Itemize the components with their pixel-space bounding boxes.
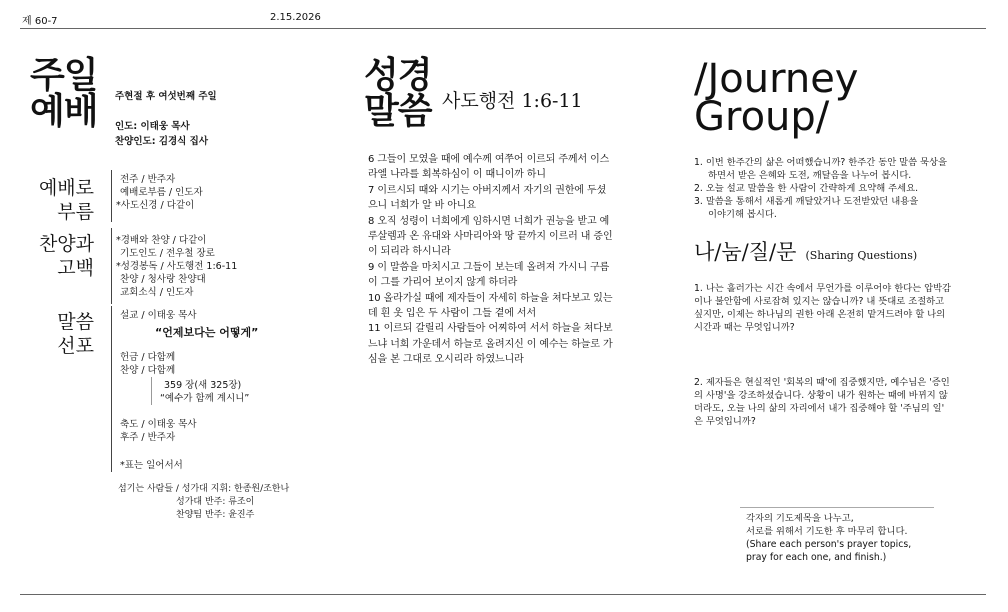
sq2-line: 은 무엇입니까? — [694, 416, 756, 427]
closing-line: (Share each person's prayer topics, — [746, 539, 912, 550]
question-line: 2. 오늘 설교 말씀을 한 사람이 간략하게 요약해 주세요. — [694, 183, 919, 194]
section-label-line: 찬양과 — [38, 233, 94, 255]
sharing-heading — [694, 236, 917, 266]
hymn-number: 359 장(새 325장) — [164, 380, 242, 391]
benediction: 축도 / 이태웅 목사 — [120, 419, 197, 430]
verse-line: 9 이 말씀을 마치시고 그들이 보는데 올려져 가시니 구름 — [368, 261, 610, 273]
journey-title — [694, 56, 859, 140]
order-item: *경배와 찬양 / 다같이 — [116, 235, 207, 246]
worship-subtitle: 주현절 후 여섯번째 주일 — [115, 91, 217, 102]
journey-questions — [694, 156, 947, 221]
servants-line: 찬양팀 반주: 윤진주 — [176, 510, 255, 520]
sermon-title: “언제보다는 어떻게” — [155, 326, 259, 339]
verse-line: 8 오직 성령이 너희에게 임하시면 너희가 권능을 받고 예 — [368, 215, 610, 227]
sq1-line: 이나 불안함에 사로잡혀 있지는 않습니까? 내 뜻대로 조절하고 — [694, 296, 945, 307]
verse-line: 10 올라가실 때에 제자들이 자세히 하늘을 쳐다보고 있는 — [368, 292, 613, 304]
praise-leader: 찬양인도: 김경식 집사 — [115, 136, 209, 147]
hymn-divider — [151, 377, 152, 405]
order-item: 찬양 / 청사랑 찬양대 — [120, 274, 206, 285]
scripture-text — [368, 152, 640, 368]
worship-leader: 인도: 이태웅 목사 — [115, 121, 190, 132]
sq2-line: 더라도, 오늘 나의 삶의 자리에서 내가 집중해야 할 '주님의 일' — [694, 403, 945, 414]
scripture-title — [364, 55, 432, 132]
servants — [118, 483, 289, 522]
closing-line: pray for each one, and finish.) — [746, 552, 887, 563]
postlude: 후주 / 반주자 — [120, 432, 176, 443]
scripture-reference: 사도행전 1:6-11 — [442, 90, 583, 112]
standing-note: *표는 일어서서 — [120, 460, 183, 471]
verse-line: 11 이르되 갈릴리 사람들아 어찌하여 서서 하늘을 쳐다보 — [368, 323, 613, 335]
closing-instructions — [746, 512, 911, 564]
journey-title-line1: /Journey — [694, 56, 859, 102]
verse-line: 심을 본 그대로 오시리라 하였느니라 — [368, 354, 524, 366]
verse-line: 이 되리라 하시니라 — [368, 246, 451, 258]
issue-number: 제 60-7 — [22, 16, 58, 27]
section-divider — [111, 170, 112, 222]
verse-line: 이 그를 가리어 보이지 않게 하더라 — [368, 277, 518, 289]
order-item: 기도인도 / 전우철 장로 — [120, 248, 215, 259]
sermon-preacher: 설교 / 이태웅 목사 — [120, 310, 197, 321]
order-item: *성경봉독 / 사도행전 1:6-11 — [116, 261, 238, 272]
verse-line: 라엘 나라를 회복하심이 이 때니이까 하니 — [368, 169, 546, 181]
hymn-title: “예수가 함께 계시니” — [160, 393, 250, 404]
order-item: *사도신경 / 다같이 — [116, 200, 195, 211]
verse-line: 루살렘과 온 유대와 사마리아와 땅 끝까지 이르러 내 증인 — [368, 231, 613, 243]
sq1-line: 1. 나는 흘러가는 시간 속에서 무언가를 이루어야 한다는 압박감 — [694, 283, 952, 294]
question-line: 3. 말씀을 통해서 새롭게 깨달았거나 도전받았던 내용을 — [694, 196, 919, 207]
section-label-line: 예배로 — [38, 177, 94, 199]
sq2-line: 의 사명'을 강조하셨습니다. 상황이 내가 원하는 때에 바뀌지 않 — [694, 390, 948, 401]
order-item: 예배로부름 / 인도자 — [120, 187, 203, 198]
journey-title-line2: Group/ — [694, 94, 830, 140]
worship-title-line2: 예배 — [30, 91, 98, 132]
sharing-question-1 — [694, 282, 984, 334]
section-praise-items — [116, 234, 237, 299]
question-line: 이야기해 봅시다. — [708, 209, 777, 220]
section-call-to-worship-items — [116, 173, 203, 212]
offering: 헌금 / 다함께 — [120, 352, 176, 363]
worship-title-line1: 주일 — [30, 55, 98, 96]
servants-line: 성가대 반주: 류조이 — [176, 497, 255, 507]
section-label-line: 부름 — [57, 201, 94, 223]
scripture-title-line2: 말씀 — [364, 91, 432, 132]
section-sermon-label — [28, 310, 94, 358]
question-line: 하면서 받은 은혜와 도전, 깨달음을 나누어 봅시다. — [708, 170, 912, 181]
question-line: 1. 이번 한주간의 삶은 어떠했습니까? 한주간 동안 말씀 묵상을 — [694, 157, 947, 168]
closing-line: 서로를 위해서 기도한 후 마무리 합니다. — [746, 526, 908, 537]
verse-line: 7 이르시되 때와 시기는 아버지께서 자기의 권한에 두셨 — [368, 184, 607, 196]
section-call-to-worship-label — [28, 176, 94, 224]
verse-line: 데 흰 옷 입은 두 사람이 그들 곁에 서서 — [368, 308, 537, 320]
bottom-rule — [20, 594, 986, 595]
sq1-line: 싶지만, 이제는 하나님의 권한 아래 온전히 맡겨드려야 할 나의 — [694, 309, 946, 320]
verse-line: 6 그들이 모였을 때에 예수께 여쭈어 이르되 주께서 이스 — [368, 154, 610, 165]
section-label-line: 고백 — [57, 257, 94, 279]
scripture-title-line1: 성경 — [364, 55, 432, 96]
verse-line: 으니 너희가 알 바 아니요 — [368, 200, 476, 212]
order-item: 교회소식 / 인도자 — [120, 287, 194, 298]
section-label-line: 말씀 — [57, 311, 94, 333]
sharing-question-2 — [694, 376, 984, 428]
sharing-title: 나/눔/질/문 — [694, 240, 797, 264]
worship-title — [30, 55, 98, 132]
section-divider — [111, 306, 112, 472]
bulletin-date: 2.15.2026 — [270, 12, 321, 23]
section-divider — [111, 228, 112, 304]
closing-rule — [740, 507, 934, 508]
hymn: 찬양 / 다함께 — [120, 365, 176, 376]
sq1-line: 시간과 때는 무엇입니까? — [694, 322, 795, 333]
sq2-line: 2. 제자들은 현실적인 '회복의 때'에 집중했지만, 예수님은 '증인 — [694, 377, 950, 388]
closing-line: 각자의 기도제목을 나누고, — [746, 513, 854, 524]
top-rule — [20, 28, 986, 29]
section-label-line: 선포 — [57, 335, 94, 357]
verse-line: 느냐 너희 가운데서 하늘로 올려지신 이 예수는 하늘로 가 — [368, 338, 613, 350]
order-item: 전주 / 반주자 — [120, 174, 176, 185]
section-praise-label — [28, 232, 94, 280]
sharing-subtitle: (Sharing Questions) — [805, 249, 918, 262]
servants-line: 섬기는 사람들 / 성가대 지휘: 한종원/조한나 — [118, 484, 290, 494]
